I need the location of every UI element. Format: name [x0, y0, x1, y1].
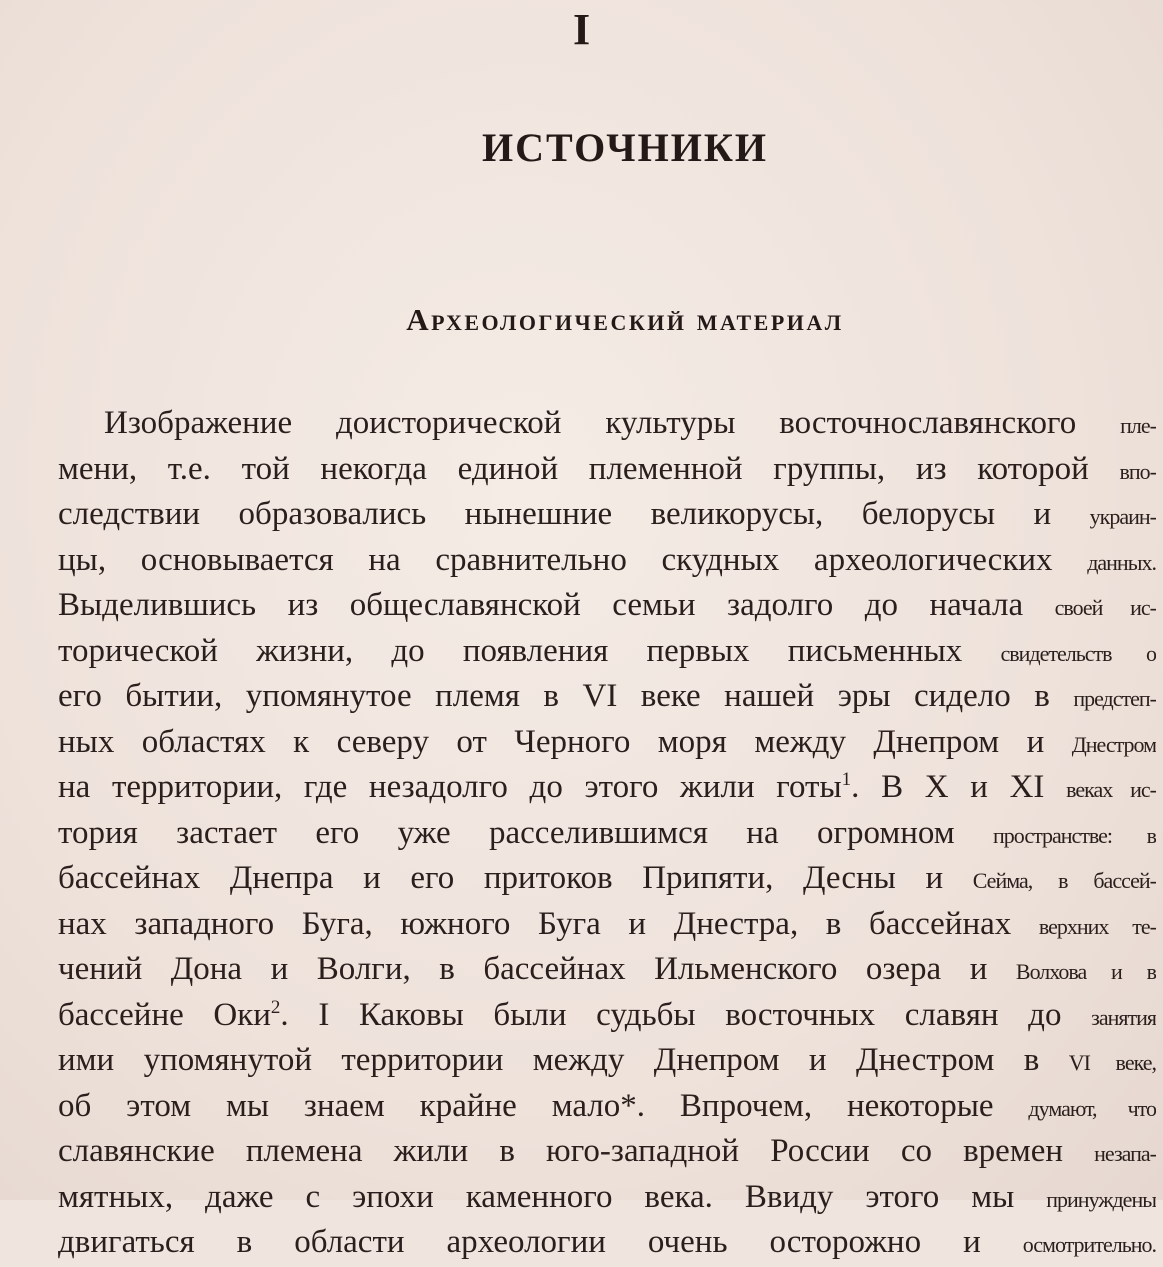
text-line-main: нах западного Буга, южного Буга и Днестра, в бассейнах	[58, 905, 1039, 942]
text-line-main: славянские племена жили в юго-западной России со времен	[58, 1133, 1095, 1169]
text-line	[58, 539, 1156, 585]
body-paragraph	[58, 402, 1156, 1267]
text-line	[58, 1085, 1156, 1131]
text-line-main: чений Дона и Волги, в бассейнах Ильменского озера и	[58, 951, 1016, 987]
text-line	[58, 1039, 1156, 1085]
text-line-tail: своей ис-	[1054, 595, 1156, 620]
text-line-tail: осмотрительно.	[1022, 1232, 1156, 1257]
text-line-main: ими упомянутой территории между Днепром и Днестром в	[58, 1042, 1069, 1078]
text-line-main: его бытии, упомянутое племя в VI веке нашей эры сидело в	[58, 678, 1074, 714]
text-line-main: бассейне Оки	[58, 996, 271, 1033]
text-line	[58, 948, 1156, 994]
text-line	[58, 1221, 1156, 1267]
text-line	[58, 903, 1156, 949]
text-line	[58, 448, 1156, 494]
text-line-main: об этом мы знаем крайне мало*. Впрочем, некоторые	[58, 1087, 1029, 1124]
text-line-mid: . I Каковы были судьбы восточных славян до	[280, 996, 1092, 1033]
chapter-number: I	[572, 5, 591, 54]
text-line	[58, 630, 1156, 676]
text-line	[58, 675, 1156, 721]
text-line	[58, 1176, 1156, 1222]
text-line-tail: данных.	[1087, 549, 1156, 575]
text-line	[58, 1130, 1156, 1176]
text-line-main: Изображение доисторической культуры восточнославянского	[104, 405, 1121, 441]
text-line-tail: предстеп-	[1073, 686, 1156, 711]
chapter-title: ИСТОЧНИКИ	[482, 125, 768, 170]
text-line	[58, 857, 1156, 903]
text-line	[58, 994, 1156, 1040]
text-line-tail: думают, что	[1028, 1095, 1156, 1121]
text-line	[58, 812, 1156, 858]
text-line-tail: Волхова и в	[1015, 959, 1156, 984]
text-line-main: тория застает его уже расселившимся на огромном	[58, 814, 993, 851]
text-line-tail: веках ис-	[1066, 777, 1156, 802]
text-line-mid: . В X и XI	[851, 769, 1067, 805]
text-line-main: ных областях к северу от Черного моря между Днепром и	[58, 723, 1072, 760]
text-line-main: цы, основывается на сравнительно скудных археологических	[58, 541, 1088, 578]
text-line-tail: впо-	[1119, 458, 1156, 484]
text-line-main: бассейнах Днепра и его притоков Припяти, Десны и	[58, 860, 973, 896]
text-line	[58, 584, 1156, 630]
text-line-main: мени, т.е. той некогда единой племенной группы, из которой	[58, 450, 1120, 487]
text-line-tail: Сейма, в бассей-	[972, 868, 1156, 893]
text-line-tail: Днестром	[1071, 731, 1156, 757]
text-line-main: двигаться в области археологии очень осторожно и	[58, 1224, 1023, 1260]
text-line	[58, 402, 1156, 448]
text-line-main: Выделившись из общеславянской семьи задолго до начала	[58, 587, 1055, 623]
text-line-main: на территории, где незадолго до этого жили готы	[58, 769, 842, 805]
text-line-tail: украин-	[1089, 504, 1156, 529]
text-line-tail: пространстве: в	[993, 822, 1156, 848]
footnote-marker: 1	[841, 769, 852, 790]
text-line-tail: верхних те-	[1038, 913, 1156, 939]
footnote-marker: 2	[270, 996, 281, 1018]
text-line	[58, 493, 1156, 539]
text-line	[58, 721, 1156, 767]
text-line-main: мятных, даже с эпохи каменного века. Ввиду этого мы	[58, 1178, 1047, 1215]
text-line-main: следствии образовались нынешние великорусы, белорусы и	[58, 496, 1090, 532]
text-line	[58, 766, 1156, 812]
text-line-tail: принуждены	[1046, 1186, 1156, 1212]
text-line-tail: незапа-	[1094, 1141, 1156, 1166]
section-title: Археологический материал	[406, 302, 844, 337]
text-line-tail: свидетельств о	[1000, 640, 1156, 666]
text-line-tail: пле-	[1120, 413, 1156, 438]
text-line-main: торической жизни, до появления первых письменных	[58, 632, 1001, 669]
text-line-tail: VI веке,	[1068, 1050, 1156, 1075]
text-line-tail: занятия	[1091, 1004, 1156, 1030]
